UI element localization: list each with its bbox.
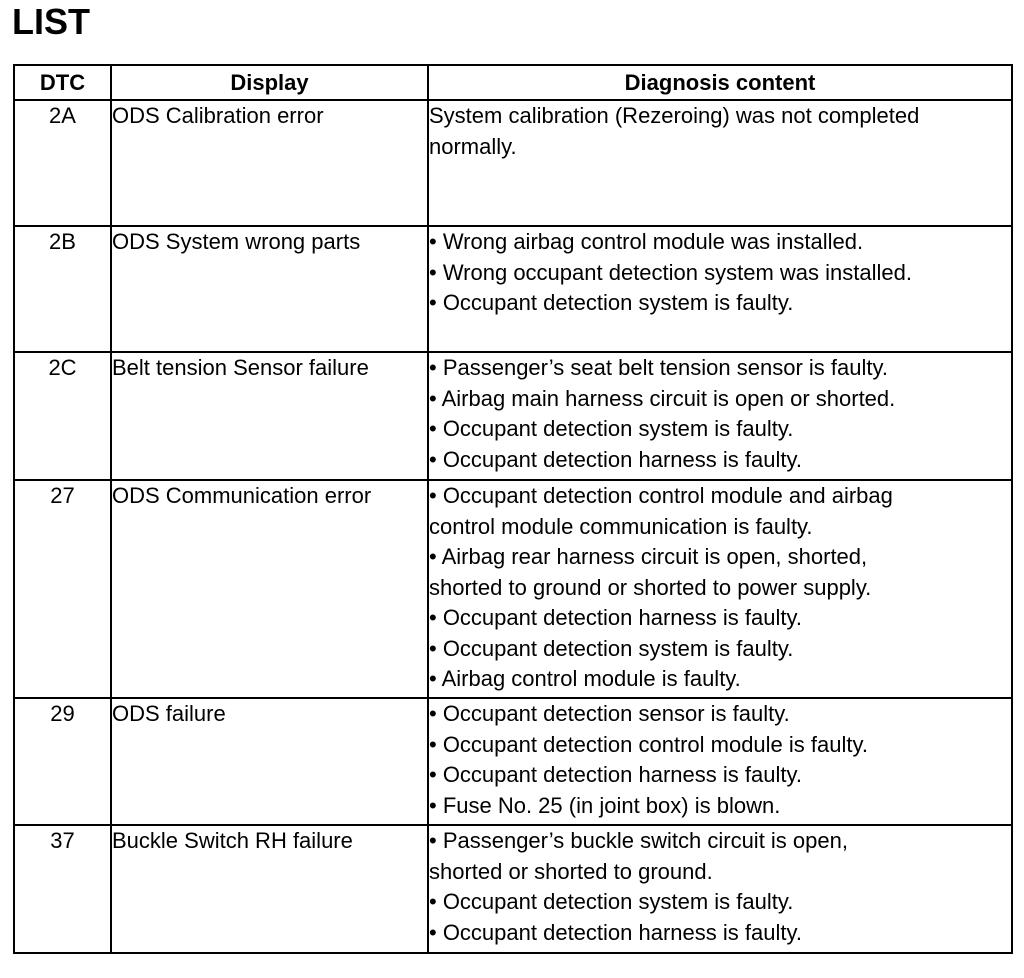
display-text: Buckle Switch RH failure bbox=[111, 825, 428, 953]
table-row bbox=[14, 100, 1012, 226]
display-text: ODS failure bbox=[111, 698, 428, 825]
column-header-diagnosis: Diagnosis content bbox=[428, 65, 1012, 100]
display-text: ODS System wrong parts bbox=[111, 226, 428, 352]
diagnosis-line: • Occupant detection sensor is faulty. bbox=[429, 701, 790, 726]
table-row bbox=[14, 698, 1012, 825]
table-row bbox=[14, 226, 1012, 352]
diagnosis-line: shorted to ground or shorted to power supply. bbox=[429, 574, 872, 600]
diagnosis-line: control module communication is faulty. bbox=[429, 513, 813, 539]
dtc-table bbox=[13, 64, 1013, 954]
diagnosis-line: • Occupant detection harness is faulty. bbox=[429, 446, 802, 472]
table-header-row bbox=[14, 65, 1012, 100]
diagnosis-line: • Occupant detection system is faulty. bbox=[429, 416, 794, 441]
diagnosis-line: • Fuse No. 25 (in joint box) is blown. bbox=[429, 792, 781, 818]
dtc-code: 2A bbox=[14, 100, 111, 226]
diagnosis-line: normally. bbox=[429, 133, 517, 159]
dtc-code: 27 bbox=[14, 480, 111, 698]
diagnosis-line: • Occupant detection system is faulty. bbox=[429, 290, 794, 315]
diagnosis-line: • Occupant detection control module and airbag bbox=[429, 483, 893, 508]
diagnosis-content bbox=[428, 825, 1012, 953]
page-title: LIST bbox=[12, 1, 90, 42]
diagnosis-line: • Occupant detection harness is faulty. bbox=[429, 605, 802, 630]
dtc-code: 2B bbox=[14, 226, 111, 352]
diagnosis-content bbox=[428, 352, 1012, 480]
display-text: Belt tension Sensor failure bbox=[111, 352, 428, 480]
diagnosis-line: • Passenger’s seat belt tension sensor is faulty. bbox=[429, 355, 888, 380]
dtc-code: 29 bbox=[14, 698, 111, 825]
diagnosis-line: • Occupant detection system is faulty. bbox=[429, 635, 794, 661]
display-text: ODS Calibration error bbox=[111, 100, 428, 226]
table-row bbox=[14, 352, 1012, 480]
diagnosis-line: • Occupant detection harness is faulty. bbox=[429, 919, 802, 945]
table-row bbox=[14, 480, 1012, 698]
diagnosis-line: • Wrong occupant detection system was installed. bbox=[429, 259, 912, 285]
diagnosis-content bbox=[428, 698, 1012, 825]
diagnosis-line: • Occupant detection harness is faulty. bbox=[429, 762, 802, 787]
column-header-display: Display bbox=[111, 65, 428, 100]
display-text: ODS Communication error bbox=[111, 480, 428, 698]
diagnosis-content bbox=[428, 480, 1012, 698]
dtc-code: 2C bbox=[14, 352, 111, 480]
diagnosis-line: • Airbag control module is faulty. bbox=[429, 666, 741, 691]
diagnosis-content bbox=[428, 100, 1012, 226]
diagnosis-line: • Wrong airbag control module was installed. bbox=[429, 229, 864, 254]
diagnosis-line: • Occupant detection control module is faulty. bbox=[429, 731, 868, 757]
diagnosis-line: • Airbag rear harness circuit is open, shorted, bbox=[429, 544, 868, 569]
diagnosis-line: shorted or shorted to ground. bbox=[429, 858, 713, 884]
table-row bbox=[14, 825, 1012, 953]
diagnosis-content bbox=[428, 226, 1012, 352]
diagnosis-line: • Airbag main harness circuit is open or shorted. bbox=[429, 385, 896, 411]
diagnosis-line: • Occupant detection system is faulty. bbox=[429, 889, 794, 914]
dtc-code: 37 bbox=[14, 825, 111, 953]
column-header-dtc: DTC bbox=[14, 65, 111, 100]
diagnosis-line: System calibration (Rezeroing) was not completed bbox=[429, 103, 920, 128]
diagnosis-line: • Passenger’s buckle switch circuit is open, bbox=[429, 828, 848, 853]
